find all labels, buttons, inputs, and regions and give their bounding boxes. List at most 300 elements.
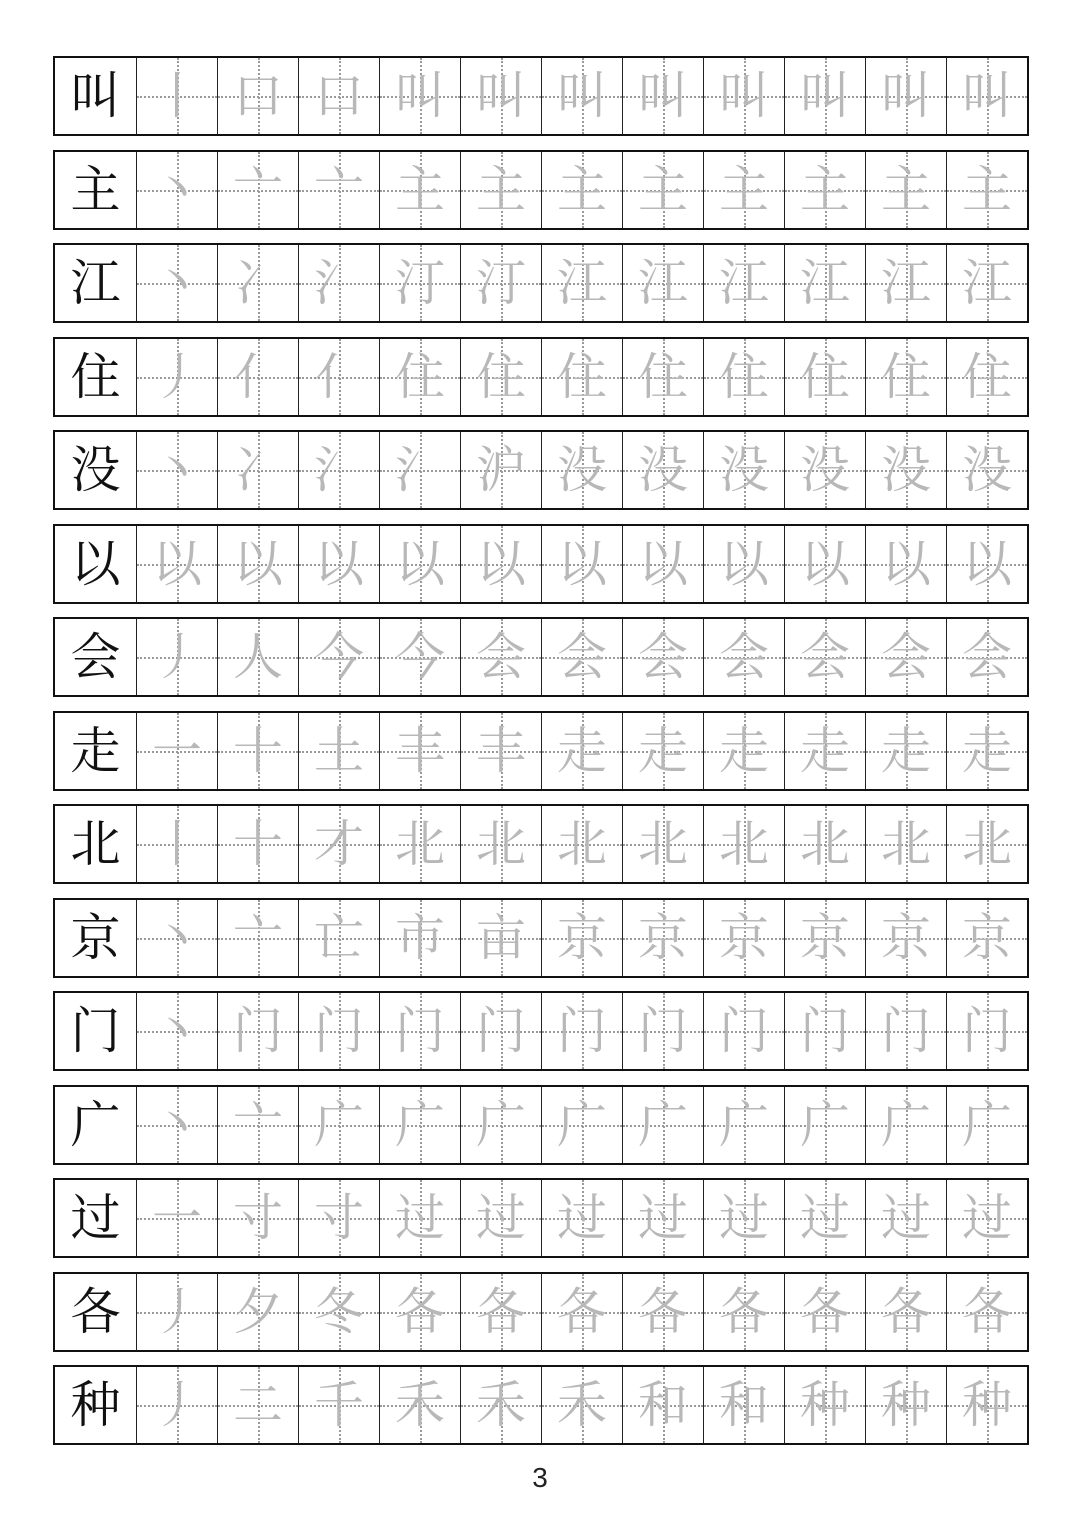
tracing-cell[interactable] bbox=[541, 58, 622, 134]
stroke-step-character: 汀 bbox=[476, 254, 526, 312]
tracing-cell[interactable] bbox=[703, 993, 784, 1069]
stroke-step-character: 丿 bbox=[152, 347, 202, 406]
page-number: 3 bbox=[532, 1462, 548, 1493]
stroke-step-character: 走 bbox=[638, 721, 688, 780]
stroke-step-character: 京 bbox=[800, 908, 850, 967]
stroke-step-character: 各 bbox=[881, 1282, 931, 1341]
tracing-cell[interactable] bbox=[865, 245, 946, 321]
tracing-cell[interactable] bbox=[622, 152, 703, 228]
tracing-cell[interactable] bbox=[379, 1087, 460, 1163]
tracing-cell[interactable] bbox=[622, 993, 703, 1069]
stroke-step-character: 丿 bbox=[152, 1376, 202, 1434]
stroke-step-character: 广 bbox=[881, 1095, 931, 1154]
tracing-cell[interactable] bbox=[460, 806, 541, 882]
tracing-cell[interactable] bbox=[865, 900, 946, 976]
tracing-cell[interactable] bbox=[460, 713, 541, 789]
tracing-cell[interactable] bbox=[136, 806, 217, 882]
tracing-cell[interactable] bbox=[703, 1087, 784, 1163]
stroke-step-character: 寸 bbox=[314, 1189, 364, 1247]
stroke-step-character: 没 bbox=[962, 441, 1012, 499]
tracing-cell[interactable] bbox=[298, 1367, 379, 1443]
stroke-step-character: 门 bbox=[314, 1002, 364, 1060]
stroke-step-character: 广 bbox=[719, 1095, 769, 1154]
practice-row bbox=[53, 617, 1029, 697]
stroke-step-character: 门 bbox=[476, 1002, 526, 1060]
tracing-cell[interactable] bbox=[865, 713, 946, 789]
tracing-cell[interactable] bbox=[865, 432, 946, 508]
tracing-cell[interactable] bbox=[217, 58, 298, 134]
tracing-cell[interactable] bbox=[217, 245, 298, 321]
tracing-cell[interactable] bbox=[784, 526, 865, 602]
stroke-step-character: 主 bbox=[962, 160, 1012, 219]
tracing-cell[interactable] bbox=[298, 900, 379, 976]
stroke-step-character: 亠 bbox=[233, 160, 283, 219]
stroke-step-character: 会 bbox=[557, 628, 607, 686]
tracing-cell[interactable] bbox=[622, 58, 703, 134]
tracing-cell[interactable] bbox=[298, 526, 379, 602]
tracing-cell[interactable] bbox=[622, 900, 703, 976]
stroke-step-character: 住 bbox=[719, 347, 769, 406]
stroke-step-character: 过 bbox=[962, 1189, 1012, 1247]
tracing-cell[interactable] bbox=[865, 58, 946, 134]
tracing-cell[interactable] bbox=[541, 152, 622, 228]
stroke-step-character: 丿 bbox=[152, 1282, 202, 1341]
tracing-cell[interactable] bbox=[460, 432, 541, 508]
tracing-cell[interactable] bbox=[622, 526, 703, 602]
tracing-cell[interactable] bbox=[946, 1180, 1027, 1256]
stroke-step-character: 叫 bbox=[800, 67, 850, 125]
tracing-cell[interactable] bbox=[298, 152, 379, 228]
model-character: 广 bbox=[70, 1095, 121, 1154]
stroke-step-character: 氵 bbox=[314, 254, 364, 312]
stroke-step-character: 主 bbox=[557, 160, 607, 219]
stroke-step-character: 各 bbox=[962, 1282, 1012, 1341]
tracing-cell[interactable] bbox=[460, 993, 541, 1069]
tracing-cell[interactable] bbox=[460, 1274, 541, 1350]
stroke-step-character: 以 bbox=[962, 534, 1012, 593]
tracing-cell[interactable] bbox=[298, 432, 379, 508]
tracing-cell[interactable] bbox=[622, 245, 703, 321]
tracing-cell[interactable] bbox=[460, 58, 541, 134]
tracing-cell[interactable] bbox=[865, 339, 946, 415]
tracing-cell[interactable] bbox=[784, 900, 865, 976]
stroke-step-character: 才 bbox=[314, 815, 364, 873]
stroke-step-character: 种 bbox=[800, 1376, 850, 1434]
tracing-cell[interactable] bbox=[379, 1367, 460, 1443]
stroke-step-character: 走 bbox=[719, 721, 769, 780]
tracing-cell[interactable] bbox=[865, 1274, 946, 1350]
tracing-cell[interactable] bbox=[217, 900, 298, 976]
tracing-cell[interactable] bbox=[703, 806, 784, 882]
model-character-cell bbox=[55, 900, 136, 976]
model-character: 会 bbox=[70, 628, 121, 686]
tracing-cell[interactable] bbox=[460, 1180, 541, 1256]
stroke-step-character: 丶 bbox=[152, 254, 202, 312]
tracing-cell[interactable] bbox=[136, 339, 217, 415]
tracing-cell[interactable] bbox=[784, 1087, 865, 1163]
stroke-step-character: 主 bbox=[395, 160, 445, 219]
stroke-step-character: 广 bbox=[476, 1095, 526, 1154]
tracing-cell[interactable] bbox=[946, 1274, 1027, 1350]
stroke-step-character: 以 bbox=[233, 534, 283, 593]
stroke-step-character: 北 bbox=[962, 815, 1012, 873]
stroke-step-character: 会 bbox=[638, 628, 688, 686]
tracing-cell[interactable] bbox=[703, 619, 784, 695]
stroke-step-character: 种 bbox=[962, 1376, 1012, 1434]
tracing-cell[interactable] bbox=[541, 526, 622, 602]
stroke-step-character: 亠 bbox=[233, 1095, 283, 1154]
stroke-step-character: 住 bbox=[395, 347, 445, 406]
stroke-step-character: 市 bbox=[395, 908, 445, 967]
practice-row bbox=[53, 711, 1029, 791]
stroke-step-character: 汀 bbox=[395, 254, 445, 312]
model-character-cell bbox=[55, 806, 136, 882]
tracing-cell[interactable] bbox=[136, 432, 217, 508]
tracing-cell[interactable] bbox=[865, 1087, 946, 1163]
model-character: 北 bbox=[70, 815, 121, 873]
tracing-cell[interactable] bbox=[379, 993, 460, 1069]
tracing-cell[interactable] bbox=[136, 58, 217, 134]
tracing-cell[interactable] bbox=[622, 806, 703, 882]
tracing-cell[interactable] bbox=[541, 432, 622, 508]
tracing-cell[interactable] bbox=[136, 1087, 217, 1163]
tracing-cell[interactable] bbox=[865, 526, 946, 602]
stroke-step-character: 亡 bbox=[314, 908, 364, 967]
tracing-cell[interactable] bbox=[379, 432, 460, 508]
tracing-cell[interactable] bbox=[703, 245, 784, 321]
tracing-cell[interactable] bbox=[379, 245, 460, 321]
stroke-step-character: 各 bbox=[557, 1282, 607, 1341]
stroke-step-character: 叫 bbox=[476, 67, 526, 125]
stroke-step-character: 今 bbox=[314, 628, 364, 686]
tracing-cell[interactable] bbox=[541, 245, 622, 321]
practice-row bbox=[53, 150, 1029, 230]
tracing-cell[interactable] bbox=[136, 526, 217, 602]
tracing-cell[interactable] bbox=[622, 339, 703, 415]
tracing-cell[interactable] bbox=[946, 900, 1027, 976]
tracing-cell[interactable] bbox=[541, 1367, 622, 1443]
tracing-cell[interactable] bbox=[703, 1367, 784, 1443]
model-character: 以 bbox=[70, 534, 121, 593]
stroke-step-character: 京 bbox=[557, 908, 607, 967]
stroke-step-character: 广 bbox=[314, 1095, 364, 1154]
tracing-cell[interactable] bbox=[217, 619, 298, 695]
tracing-cell[interactable] bbox=[379, 339, 460, 415]
tracing-cell[interactable] bbox=[784, 993, 865, 1069]
tracing-cell[interactable] bbox=[217, 526, 298, 602]
model-character: 没 bbox=[70, 441, 121, 499]
tracing-cell[interactable] bbox=[946, 993, 1027, 1069]
stroke-step-character: 京 bbox=[962, 908, 1012, 967]
tracing-cell[interactable] bbox=[460, 1087, 541, 1163]
stroke-step-character: 冫 bbox=[233, 441, 283, 499]
stroke-step-character: 京 bbox=[881, 908, 931, 967]
tracing-cell[interactable] bbox=[298, 993, 379, 1069]
tracing-cell[interactable] bbox=[298, 1087, 379, 1163]
tracing-cell[interactable] bbox=[298, 1274, 379, 1350]
practice-row bbox=[53, 430, 1029, 510]
stroke-step-character: 丶 bbox=[152, 160, 202, 219]
stroke-step-character: 以 bbox=[152, 534, 202, 593]
tracing-cell[interactable] bbox=[622, 619, 703, 695]
stroke-step-character: 走 bbox=[962, 721, 1012, 780]
stroke-step-character: 住 bbox=[638, 347, 688, 406]
tracing-cell[interactable] bbox=[622, 432, 703, 508]
stroke-step-character: 门 bbox=[962, 1002, 1012, 1060]
stroke-step-character: 亻 bbox=[233, 347, 283, 406]
tracing-cell[interactable] bbox=[217, 1180, 298, 1256]
tracing-cell[interactable] bbox=[784, 1367, 865, 1443]
tracing-cell[interactable] bbox=[784, 806, 865, 882]
stroke-step-character: 叫 bbox=[557, 67, 607, 125]
stroke-step-character: 丰 bbox=[395, 721, 445, 780]
practice-row bbox=[53, 1365, 1029, 1445]
tracing-cell[interactable] bbox=[946, 58, 1027, 134]
tracing-cell[interactable] bbox=[136, 1274, 217, 1350]
stroke-step-character: 住 bbox=[962, 347, 1012, 406]
tracing-cell[interactable] bbox=[703, 526, 784, 602]
tracing-cell[interactable] bbox=[217, 993, 298, 1069]
stroke-step-character: 门 bbox=[638, 1002, 688, 1060]
stroke-step-character: 门 bbox=[881, 1002, 931, 1060]
model-character-cell bbox=[55, 152, 136, 228]
tracing-cell[interactable] bbox=[622, 1087, 703, 1163]
tracing-cell[interactable] bbox=[946, 432, 1027, 508]
stroke-step-character: 十 bbox=[233, 721, 283, 780]
model-character: 江 bbox=[70, 254, 121, 312]
tracing-cell[interactable] bbox=[136, 900, 217, 976]
tracing-cell[interactable] bbox=[298, 806, 379, 882]
stroke-step-character: 门 bbox=[719, 1002, 769, 1060]
tracing-cell[interactable] bbox=[298, 58, 379, 134]
tracing-cell[interactable] bbox=[136, 1180, 217, 1256]
tracing-cell[interactable] bbox=[703, 58, 784, 134]
practice-row bbox=[53, 524, 1029, 604]
tracing-cell[interactable] bbox=[379, 152, 460, 228]
stroke-step-character: 以 bbox=[881, 534, 931, 593]
tracing-cell[interactable] bbox=[379, 900, 460, 976]
stroke-step-character: 叫 bbox=[395, 67, 445, 125]
tracing-cell[interactable] bbox=[379, 806, 460, 882]
tracing-cell[interactable] bbox=[784, 619, 865, 695]
tracing-cell[interactable] bbox=[298, 619, 379, 695]
model-character: 主 bbox=[70, 160, 121, 219]
stroke-step-character: 北 bbox=[800, 815, 850, 873]
tracing-cell[interactable] bbox=[460, 245, 541, 321]
tracing-cell[interactable] bbox=[703, 900, 784, 976]
stroke-step-character: 以 bbox=[638, 534, 688, 593]
stroke-step-character: 以 bbox=[314, 534, 364, 593]
tracing-cell[interactable] bbox=[136, 152, 217, 228]
tracing-cell[interactable] bbox=[865, 806, 946, 882]
tracing-cell[interactable] bbox=[622, 713, 703, 789]
tracing-cell[interactable] bbox=[541, 1180, 622, 1256]
tracing-cell[interactable] bbox=[217, 713, 298, 789]
tracing-cell[interactable] bbox=[379, 526, 460, 602]
tracing-cell[interactable] bbox=[703, 339, 784, 415]
stroke-step-character: 丨 bbox=[152, 67, 202, 125]
tracing-cell[interactable] bbox=[865, 619, 946, 695]
tracing-cell[interactable] bbox=[136, 619, 217, 695]
tracing-cell[interactable] bbox=[703, 1274, 784, 1350]
tracing-cell[interactable] bbox=[946, 152, 1027, 228]
stroke-step-character: 丶 bbox=[152, 1095, 202, 1154]
stroke-step-character: 沪 bbox=[476, 441, 526, 499]
tracing-cell[interactable] bbox=[703, 152, 784, 228]
stroke-step-character: 丿 bbox=[152, 628, 202, 686]
tracing-cell[interactable] bbox=[946, 1087, 1027, 1163]
stroke-step-character: 京 bbox=[638, 908, 688, 967]
stroke-step-character: 过 bbox=[881, 1189, 931, 1247]
tracing-cell[interactable] bbox=[217, 1367, 298, 1443]
stroke-step-character: 广 bbox=[962, 1095, 1012, 1154]
stroke-step-character: 没 bbox=[638, 441, 688, 499]
stroke-step-character: 住 bbox=[800, 347, 850, 406]
model-character-cell bbox=[55, 58, 136, 134]
tracing-cell[interactable] bbox=[946, 339, 1027, 415]
tracing-cell[interactable] bbox=[136, 713, 217, 789]
tracing-cell[interactable] bbox=[703, 1180, 784, 1256]
stroke-step-character: 各 bbox=[719, 1282, 769, 1341]
tracing-cell[interactable] bbox=[379, 619, 460, 695]
tracing-cell[interactable] bbox=[217, 806, 298, 882]
model-character-cell bbox=[55, 619, 136, 695]
stroke-step-character: 氵 bbox=[314, 441, 364, 499]
stroke-step-character: 北 bbox=[881, 815, 931, 873]
tracing-cell[interactable] bbox=[946, 245, 1027, 321]
tracing-cell[interactable] bbox=[379, 713, 460, 789]
tracing-cell[interactable] bbox=[784, 245, 865, 321]
tracing-cell[interactable] bbox=[784, 1180, 865, 1256]
tracing-cell[interactable] bbox=[460, 619, 541, 695]
stroke-step-character: 以 bbox=[476, 534, 526, 593]
tracing-cell[interactable] bbox=[622, 1180, 703, 1256]
tracing-cell[interactable] bbox=[865, 1367, 946, 1443]
practice-row bbox=[53, 1272, 1029, 1352]
stroke-step-character: 千 bbox=[314, 1376, 364, 1434]
stroke-step-character: 北 bbox=[638, 815, 688, 873]
stroke-step-character: 主 bbox=[476, 160, 526, 219]
tracing-cell[interactable] bbox=[946, 713, 1027, 789]
tracing-cell[interactable] bbox=[703, 432, 784, 508]
tracing-cell[interactable] bbox=[946, 806, 1027, 882]
stroke-step-character: 门 bbox=[557, 1002, 607, 1060]
tracing-cell[interactable] bbox=[703, 713, 784, 789]
tracing-cell[interactable] bbox=[784, 58, 865, 134]
tracing-cell[interactable] bbox=[460, 152, 541, 228]
practice-row bbox=[53, 804, 1029, 884]
stroke-step-character: 口 bbox=[233, 67, 283, 125]
stroke-step-character: 江 bbox=[800, 254, 850, 312]
tracing-cell[interactable] bbox=[298, 339, 379, 415]
tracing-cell[interactable] bbox=[460, 526, 541, 602]
tracing-cell[interactable] bbox=[865, 993, 946, 1069]
stroke-step-character: 禾 bbox=[476, 1376, 526, 1434]
tracing-cell[interactable] bbox=[460, 900, 541, 976]
model-character: 门 bbox=[70, 1002, 121, 1060]
stroke-step-character: 丶 bbox=[152, 908, 202, 967]
stroke-step-character: 口 bbox=[314, 67, 364, 125]
tracing-cell[interactable] bbox=[541, 1274, 622, 1350]
stroke-step-character: 会 bbox=[800, 628, 850, 686]
tracing-cell[interactable] bbox=[541, 806, 622, 882]
stroke-step-character: 江 bbox=[881, 254, 931, 312]
tracing-cell[interactable] bbox=[946, 619, 1027, 695]
stroke-step-character: 广 bbox=[638, 1095, 688, 1154]
tracing-cell[interactable] bbox=[460, 1367, 541, 1443]
tracing-cell[interactable] bbox=[541, 900, 622, 976]
stroke-step-character: 会 bbox=[962, 628, 1012, 686]
model-character: 种 bbox=[70, 1376, 121, 1434]
tracing-cell[interactable] bbox=[865, 152, 946, 228]
tracing-cell[interactable] bbox=[541, 1087, 622, 1163]
stroke-step-character: 北 bbox=[719, 815, 769, 873]
stroke-step-character: 冬 bbox=[314, 1282, 364, 1341]
tracing-cell[interactable] bbox=[541, 713, 622, 789]
tracing-cell[interactable] bbox=[541, 339, 622, 415]
stroke-step-character: 叫 bbox=[881, 67, 931, 125]
stroke-step-character: 今 bbox=[395, 628, 445, 686]
stroke-step-character: 禾 bbox=[557, 1376, 607, 1434]
tracing-cell[interactable] bbox=[298, 245, 379, 321]
model-character: 住 bbox=[70, 347, 121, 406]
tracing-cell[interactable] bbox=[784, 339, 865, 415]
stroke-step-character: 过 bbox=[476, 1189, 526, 1247]
stroke-step-character: 以 bbox=[800, 534, 850, 593]
stroke-step-character: 亻 bbox=[314, 347, 364, 406]
stroke-step-character: 丶 bbox=[152, 441, 202, 499]
tracing-cell[interactable] bbox=[217, 339, 298, 415]
tracing-cell[interactable] bbox=[541, 619, 622, 695]
stroke-step-character: 各 bbox=[638, 1282, 688, 1341]
model-character-cell bbox=[55, 1367, 136, 1443]
stroke-step-character: 会 bbox=[881, 628, 931, 686]
stroke-step-character: 住 bbox=[881, 347, 931, 406]
stroke-step-character: 亩 bbox=[476, 908, 526, 967]
tracing-cell[interactable] bbox=[460, 339, 541, 415]
tracing-cell[interactable] bbox=[217, 1087, 298, 1163]
tracing-cell[interactable] bbox=[622, 1274, 703, 1350]
tracing-cell[interactable] bbox=[946, 1367, 1027, 1443]
tracing-cell[interactable] bbox=[298, 713, 379, 789]
tracing-cell[interactable] bbox=[217, 432, 298, 508]
stroke-step-character: 主 bbox=[800, 160, 850, 219]
tracing-cell[interactable] bbox=[784, 1274, 865, 1350]
tracing-cell[interactable] bbox=[622, 1367, 703, 1443]
tracing-cell[interactable] bbox=[379, 58, 460, 134]
tracing-cell[interactable] bbox=[784, 432, 865, 508]
tracing-cell[interactable] bbox=[379, 1180, 460, 1256]
tracing-cell[interactable] bbox=[784, 152, 865, 228]
tracing-cell[interactable] bbox=[541, 993, 622, 1069]
tracing-cell[interactable] bbox=[865, 1180, 946, 1256]
tracing-cell[interactable] bbox=[298, 1180, 379, 1256]
stroke-step-character: 寸 bbox=[233, 1189, 283, 1247]
tracing-cell[interactable] bbox=[136, 993, 217, 1069]
stroke-step-character: 人 bbox=[233, 628, 283, 686]
stroke-step-character: 夕 bbox=[233, 1282, 283, 1341]
tracing-cell[interactable] bbox=[136, 245, 217, 321]
tracing-cell[interactable] bbox=[136, 1367, 217, 1443]
tracing-cell[interactable] bbox=[217, 1274, 298, 1350]
stroke-step-character: 江 bbox=[719, 254, 769, 312]
tracing-cell[interactable] bbox=[217, 152, 298, 228]
stroke-step-character: 没 bbox=[881, 441, 931, 499]
tracing-cell[interactable] bbox=[946, 526, 1027, 602]
tracing-cell[interactable] bbox=[379, 1274, 460, 1350]
tracing-cell[interactable] bbox=[784, 713, 865, 789]
stroke-step-character: 住 bbox=[557, 347, 607, 406]
